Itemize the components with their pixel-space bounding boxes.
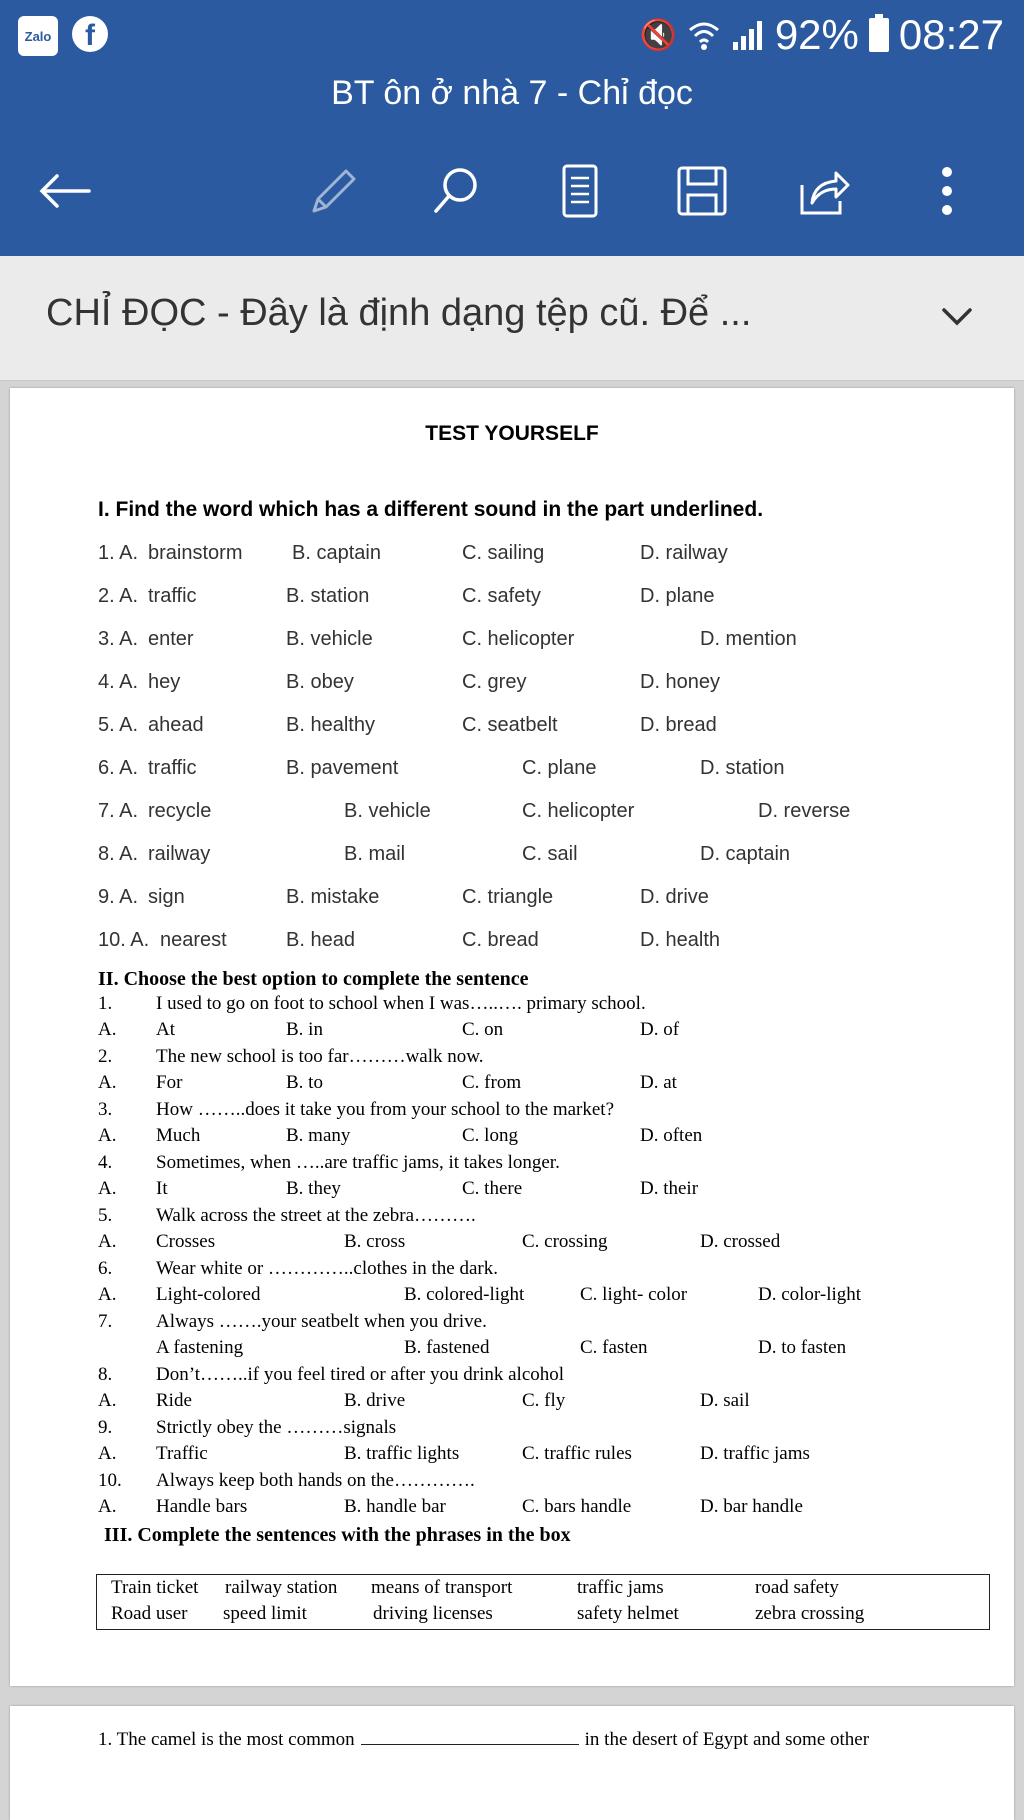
edit-button[interactable]	[302, 160, 366, 222]
clock: 08:27	[898, 11, 1004, 58]
phrase: means of transport	[371, 1577, 513, 1598]
mcq-question: 4. Sometimes, when …..are traffic jams, it takes longer.	[98, 1152, 560, 1173]
worksheet-title: TEST YOURSELF	[425, 422, 599, 445]
search-icon	[428, 163, 484, 219]
phrase: Train ticket	[111, 1577, 199, 1598]
document-page	[10, 1706, 1014, 1820]
save-icon	[674, 163, 730, 219]
read-only-banner[interactable]	[0, 256, 1024, 381]
mcq-options: A fastening B. fastened C. fasten D. to fasten	[156, 1337, 847, 1358]
mcq-options: A. At B. in C. on D. of	[98, 1019, 680, 1040]
battery-icon	[869, 18, 889, 52]
mcq-question: 10. Always keep both hands on the………….	[98, 1470, 475, 1491]
battery-percent: 92%	[774, 11, 859, 58]
share-icon	[796, 163, 852, 219]
phrase: Road user	[111, 1603, 188, 1624]
sound-question-row: 8. A. railway B. mail C. sail D. captain	[98, 843, 791, 865]
mcq-question: 9. Strictly obey the ………signals	[98, 1417, 397, 1438]
status-indicators	[639, 10, 1004, 60]
sound-question-row: 3. A. enter B. vehicle C. helicopter D. mention	[98, 628, 797, 650]
phrase: road safety	[755, 1577, 839, 1598]
app-header	[0, 0, 1024, 256]
section-2-heading: II. Choose the best option to complete the sentence	[98, 968, 529, 990]
sound-question-row: 7. A. recycle B. vehicle C. helicopter D. reverse	[98, 800, 851, 822]
mcq-question: 7. Always …….your seatbelt when you drive.	[98, 1311, 487, 1332]
mcq-question: 5. Walk across the street at the zebra……….	[98, 1205, 476, 1226]
signal-icon	[731, 18, 765, 52]
mcq-options: A. It B. they C. there D. their	[98, 1178, 699, 1199]
status-bar	[0, 0, 1024, 70]
reading-view-icon	[556, 162, 604, 220]
phrase: zebra crossing	[755, 1603, 865, 1624]
back-button[interactable]	[30, 160, 100, 222]
answer-blank	[361, 1728, 579, 1745]
section-3-heading: III. Complete the sentences with the phrases in the box	[104, 1524, 571, 1546]
sound-question-row: 1. A. brainstorm B. captain C. sailing D. railway	[98, 542, 728, 564]
phrase-box	[96, 1574, 990, 1630]
mcq-question: 1. I used to go on foot to school when I was…..…. primary school.	[98, 993, 646, 1014]
mcq-question: 2. The new school is too far………walk now.	[98, 1046, 484, 1067]
more-vert-icon	[937, 165, 957, 217]
sound-question-row: 6. A. traffic B. pavement C. plane D. station	[98, 757, 785, 779]
phrase: speed limit	[223, 1603, 307, 1624]
sound-question-row: 5. A. ahead B. healthy C. seatbelt D. bread	[98, 714, 717, 736]
mcq-question: 8. Don’t……..if you feel tired or after you drink alcohol	[98, 1364, 565, 1385]
toolbar	[0, 150, 1024, 232]
document-page	[10, 388, 1014, 1686]
search-button[interactable]	[424, 160, 488, 222]
section-1-heading: I. Find the word which has a different sound in the part underlined.	[98, 498, 764, 521]
fill-blank-question: 1. The camel is the most common in the desert of Egypt and some other	[98, 1729, 870, 1750]
sound-question-row: 10. A. nearest B. head C. bread D. health	[98, 929, 721, 951]
document-title: BT ôn ở nhà 7 - Chỉ đọc	[331, 74, 693, 112]
mcq-question: 3. How ……..does it take you from your school to the market?	[98, 1099, 615, 1120]
back-arrow-icon	[37, 171, 93, 211]
mcq-options: A. Much B. many C. long D. often	[98, 1125, 703, 1146]
save-button[interactable]	[670, 160, 734, 222]
mcq-options: A. Traffic B. traffic lights C. traffic rules D. traffic jams	[98, 1443, 810, 1464]
mcq-options: A. Light-colored B. colored-light C. light- color D. color-light	[98, 1284, 862, 1305]
phrase: railway station	[225, 1577, 338, 1598]
phrase: traffic jams	[577, 1577, 664, 1598]
chevron-down-icon	[940, 304, 974, 328]
mcq-options: A. Crosses B. cross C. crossing D. crossed	[98, 1231, 781, 1252]
facebook-icon: f	[72, 16, 108, 52]
read-only-message: CHỈ ĐỌC - Đây là định dạng tệp cũ. Để ...	[46, 292, 752, 334]
sound-question-row: 9. A. sign B. mistake C. triangle D. drive	[98, 886, 709, 908]
sound-question-row: 4. A. hey B. obey C. grey D. honey	[98, 671, 721, 693]
reading-view-button[interactable]	[548, 160, 612, 222]
mute-icon: 🔇	[639, 18, 677, 52]
mcq-options: A. Handle bars B. handle bar C. bars handle D. bar handle	[98, 1496, 803, 1517]
share-button[interactable]	[792, 160, 856, 222]
more-options-button[interactable]	[920, 160, 974, 222]
sound-question-row: 2. A. traffic B. station C. safety D. plane	[98, 585, 715, 607]
mcq-options: A. For B. to C. from D. at	[98, 1072, 677, 1093]
zalo-icon: Zalo	[18, 16, 58, 56]
mcq-question: 6. Wear white or …………..clothes in the dark.	[98, 1258, 498, 1279]
expand-banner-button[interactable]	[940, 304, 974, 333]
pencil-icon	[306, 163, 362, 219]
phrase: safety helmet	[577, 1603, 679, 1624]
mcq-options: A. Ride B. drive C. fly D. sail	[98, 1390, 750, 1411]
phrase: driving licenses	[373, 1603, 493, 1624]
wifi-icon	[687, 18, 721, 52]
